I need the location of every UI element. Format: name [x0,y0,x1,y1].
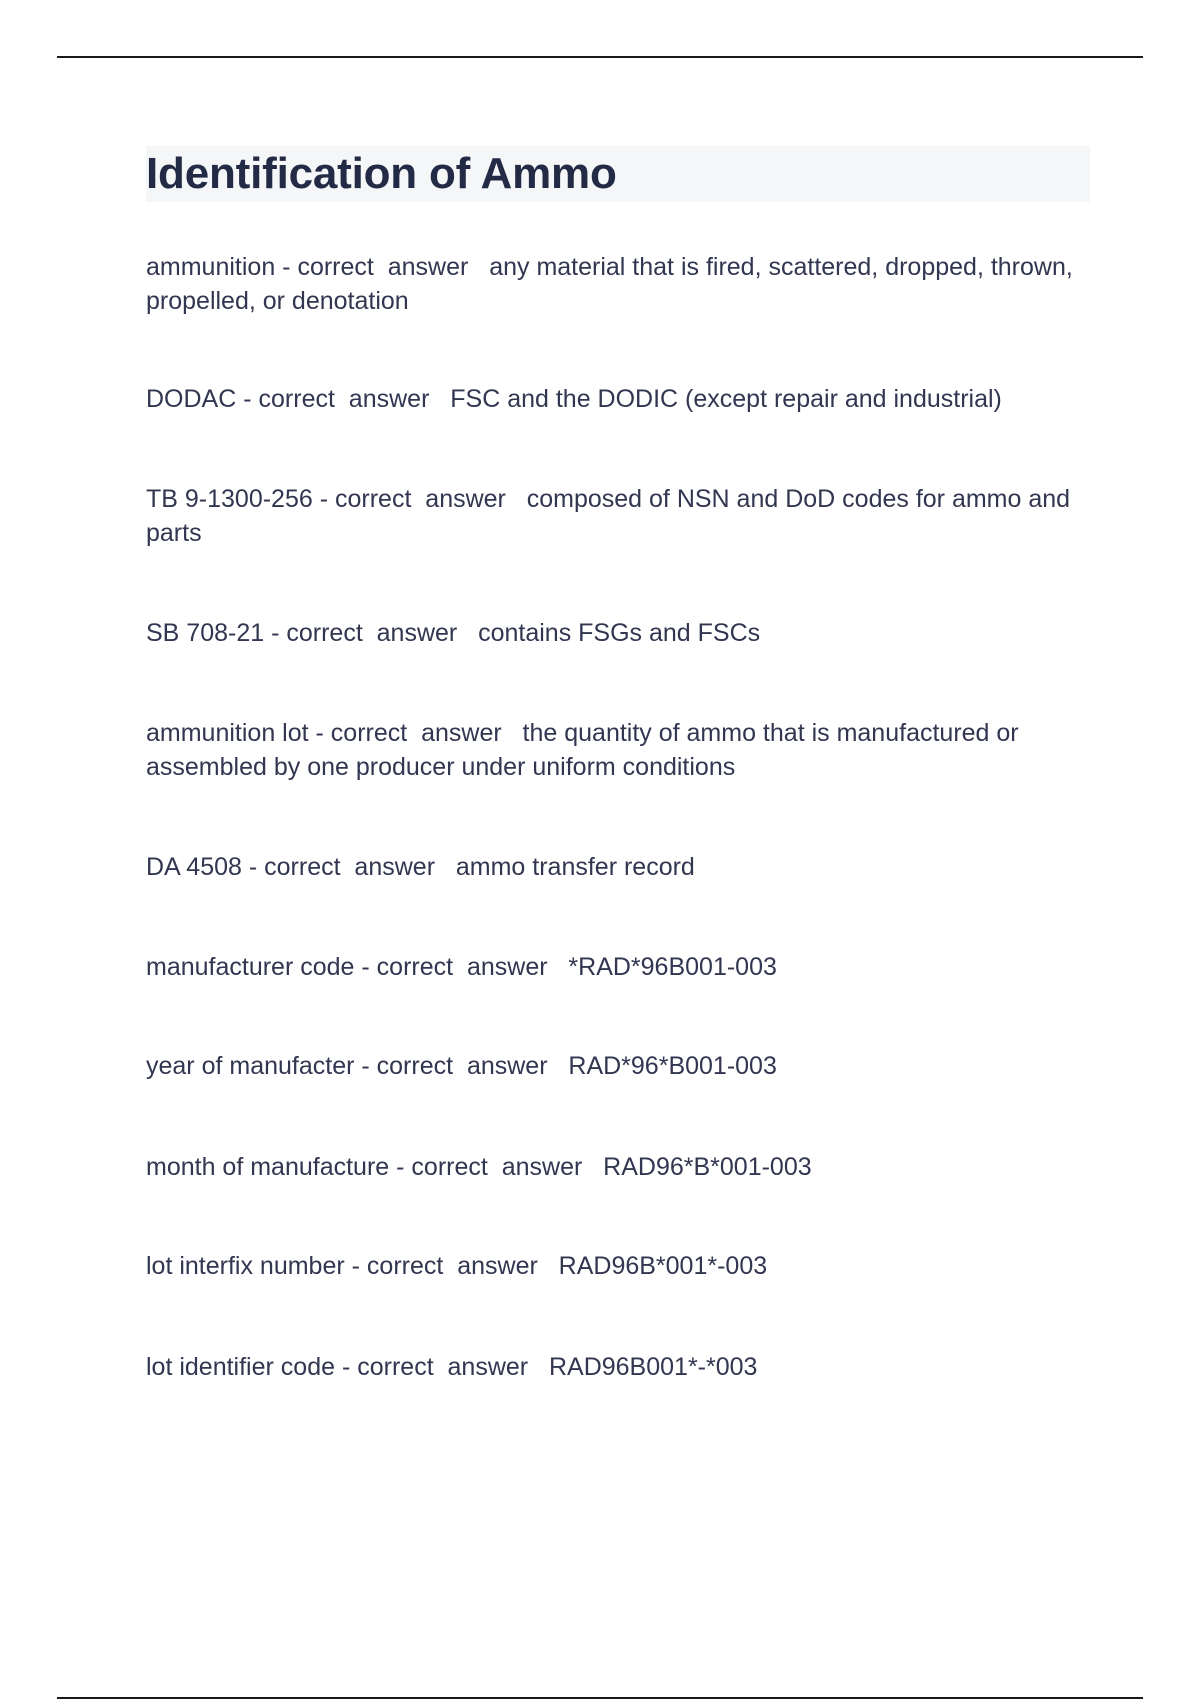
entry-term: DA 4508 [146,853,242,881]
entry-separator: - correct answer [312,485,527,513]
flashcard-entry [146,1350,1090,1384]
entry-term: DODAC [146,385,237,413]
entry-separator: - correct answer [264,619,479,647]
entry-term: manufacturer code [146,953,355,981]
entry-term: year of manufacter [146,1052,355,1080]
flashcard-entry [146,1249,1090,1283]
entry-definition: RAD96B001*-*003 [548,1353,758,1381]
entry-definition: RAD96B*001*-003 [558,1252,768,1280]
entry-definition: *RAD*96B001-003 [568,953,777,981]
entry-separator: - correct answer [354,1052,569,1080]
entry-term: ammunition lot [146,719,309,747]
entry-definition: contains FSGs and FSCs [478,619,761,647]
title-band [146,146,1090,202]
bottom-rule [57,1697,1143,1699]
entry-term: TB 9-1300-256 [146,485,313,513]
flashcard-entry [146,382,1090,416]
top-rule [57,56,1143,58]
entry-term: lot identifier code [146,1353,336,1381]
flashcard-entry [146,482,1090,550]
entry-separator: - correct answer [344,1252,559,1280]
flashcard-entry [146,616,1090,650]
entry-separator: - correct answer [389,1153,604,1181]
document-title: Identification of Ammo [146,149,617,198]
entry-definition: the quantity of ammo that is manufactured or assembled by one producer under uniform conditions [146,719,1019,781]
flashcard-entry [146,850,1090,884]
entry-term: month of manufacture [146,1153,390,1181]
flashcard-entry [146,250,1090,318]
flashcard-entry [146,716,1090,784]
flashcard-entry [146,1150,1090,1184]
entry-separator: - correct answer [335,1353,549,1381]
entry-separator: - correct answer [354,953,569,981]
entry-term: ammunition [146,253,276,281]
entry-term: SB 708-21 [146,619,265,647]
entry-definition: FSC and the DODIC (except repair and industrial) [450,385,1002,413]
entry-separator: - correct answer [275,253,490,281]
entry-term: lot interfix number [146,1252,345,1280]
entry-separator: - correct answer [308,719,523,747]
entry-definition: composed of NSN and DoD codes for ammo and parts [146,485,1071,547]
entry-definition: ammo transfer record [455,853,695,881]
flashcard-entry [146,950,1090,984]
entry-separator: - correct answer [241,853,456,881]
entry-definition: RAD96*B*001-003 [603,1153,812,1181]
entry-definition: any material that is fired, scattered, dropped, thrown, propelled, or denotation [146,253,1073,315]
entry-definition: RAD*96*B001-003 [568,1052,777,1080]
flashcard-entry [146,1049,1090,1083]
entry-separator: - correct answer [236,385,451,413]
document-body [146,146,1090,1381]
